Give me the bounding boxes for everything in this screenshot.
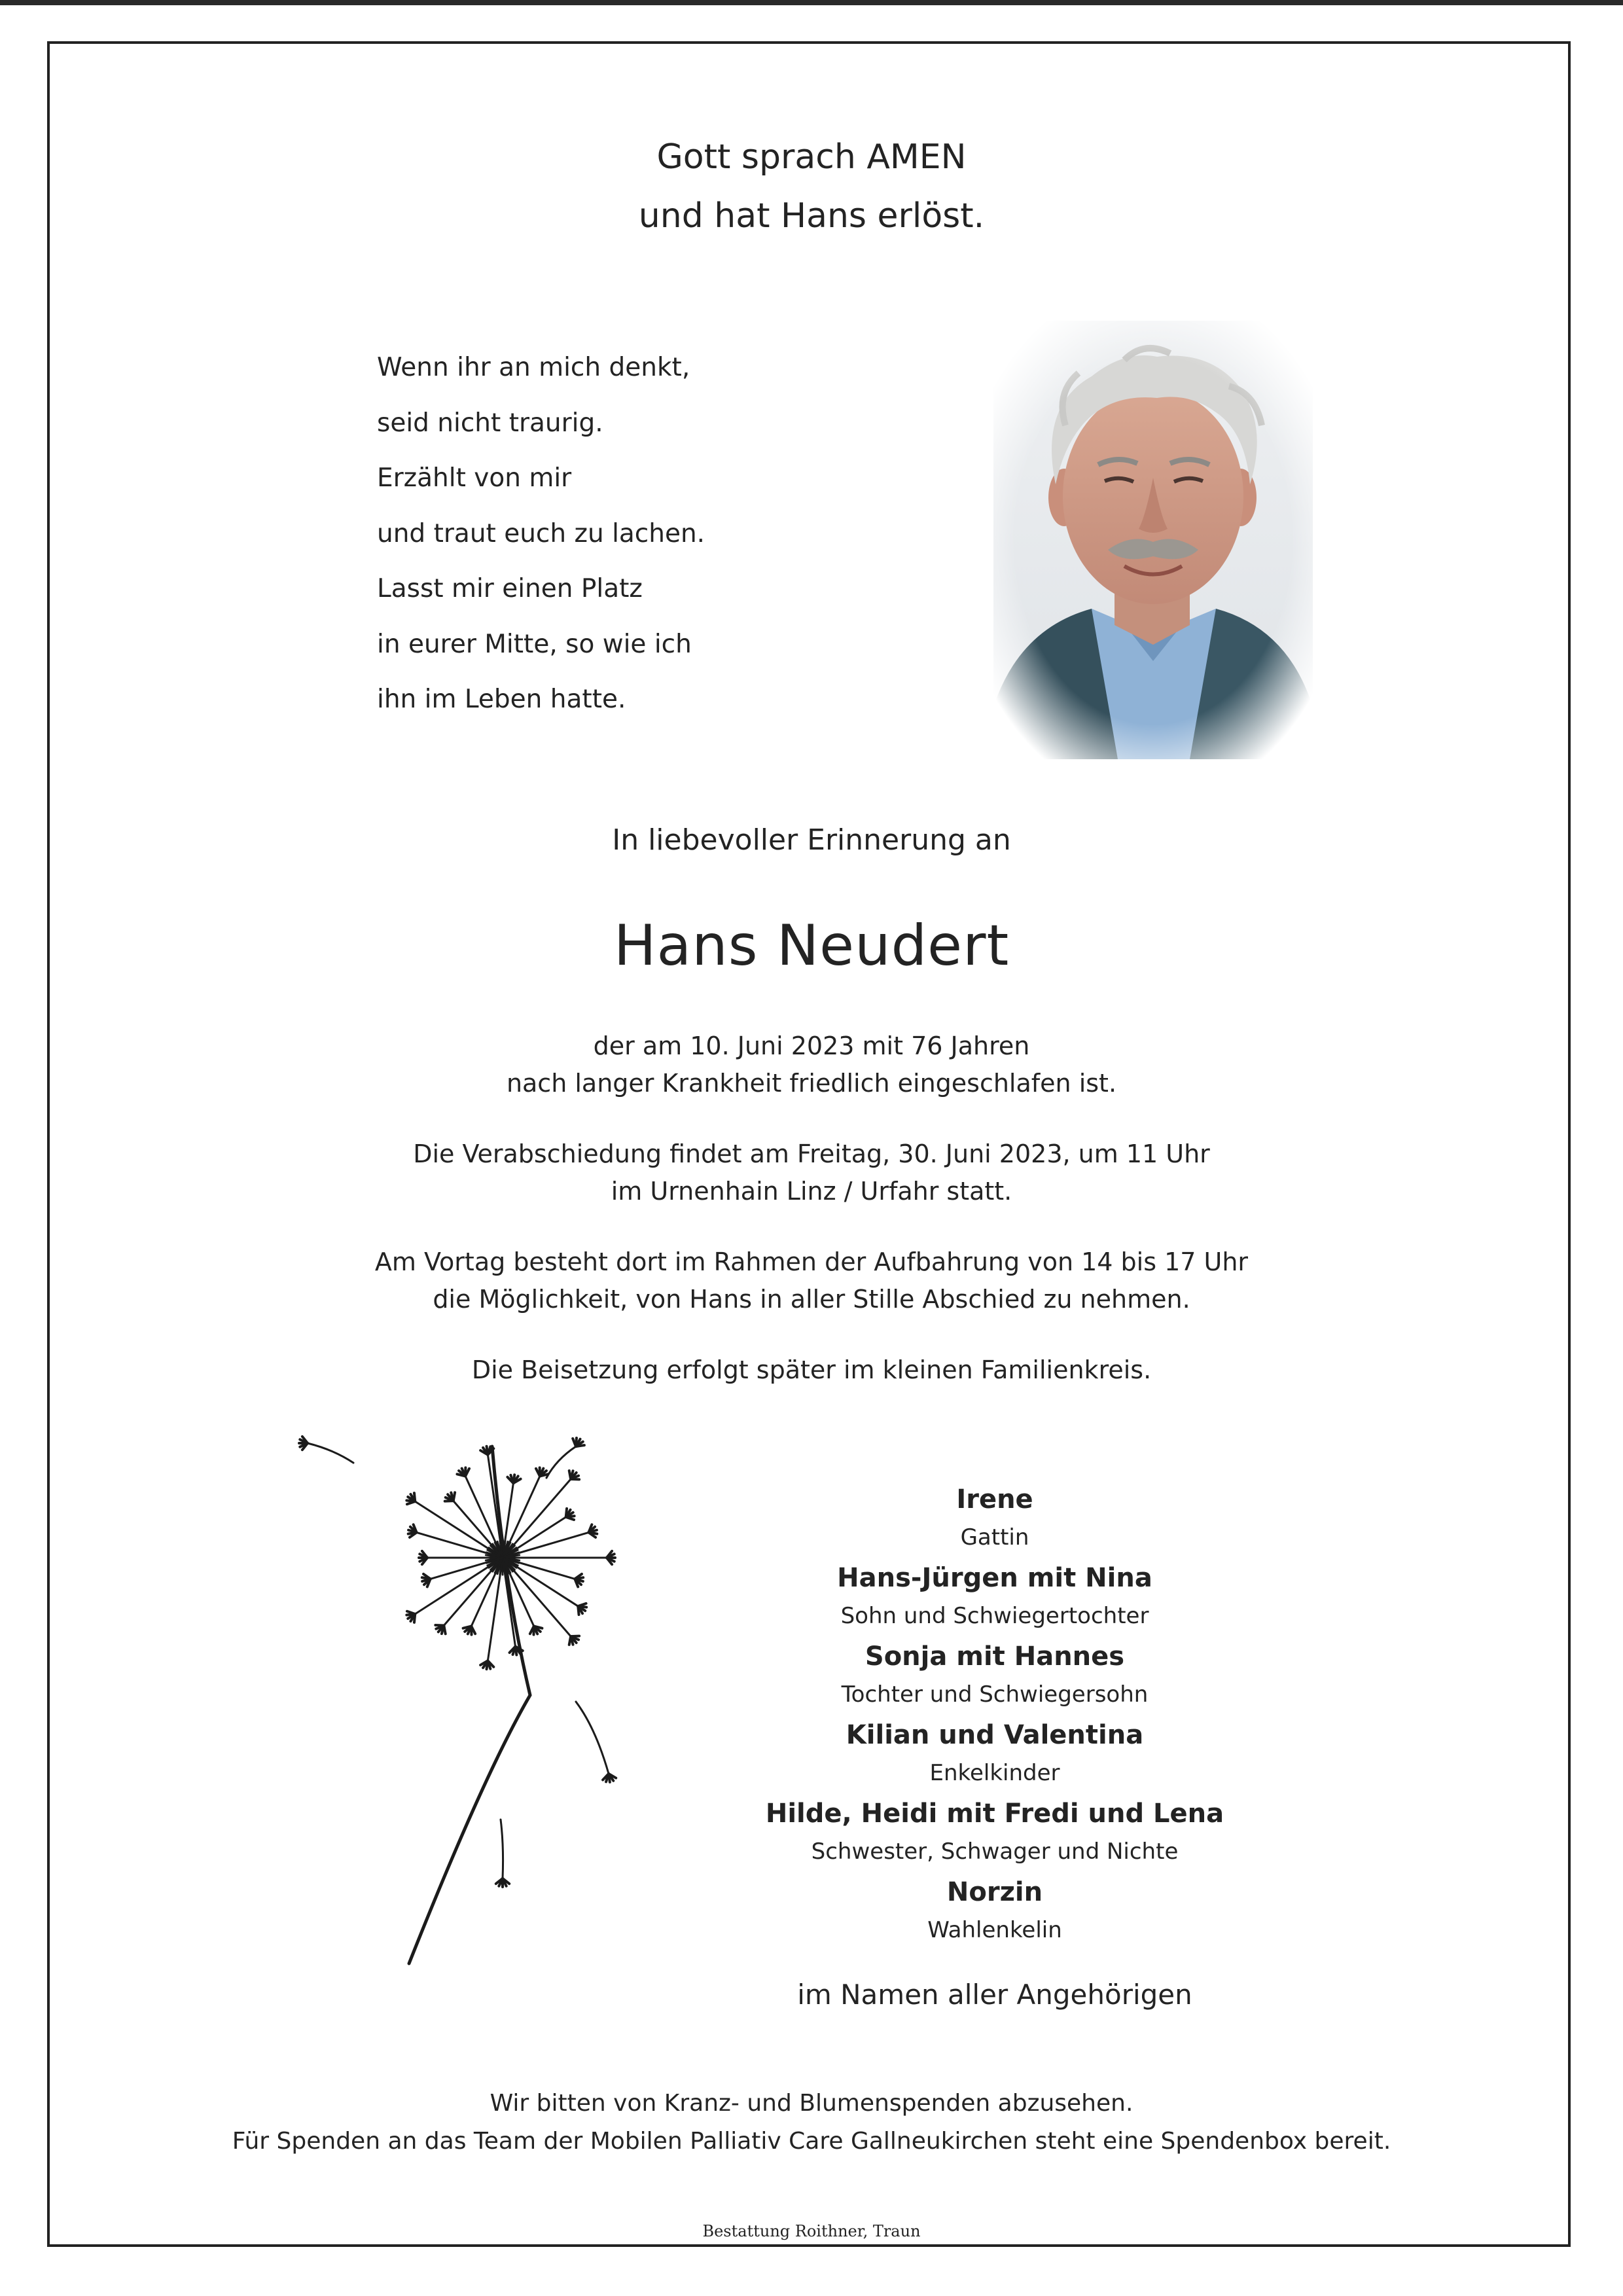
mourners-list xyxy=(733,1480,1257,2015)
portrait-photo xyxy=(993,321,1313,759)
mourner-entry xyxy=(733,1873,1257,1949)
footer-line-2: Für Spenden an das Team der Mobilen Palliativ Care Gallneukirchen steht eine Spendenbox bereit. xyxy=(232,2128,1391,2155)
info-paragraph-death xyxy=(0,1028,1623,1102)
mourner-relation: Sohn und Schwiegertochter xyxy=(840,1603,1149,1629)
footer-note xyxy=(0,2085,1623,2161)
mourner-name: Norzin xyxy=(946,1877,1043,1907)
funeral-home-credit: Bestattung Roithner, Traun xyxy=(702,2222,921,2240)
mourner-entry xyxy=(733,1795,1257,1871)
info-line: nach langer Krankheit friedlich eingeschlafen ist. xyxy=(506,1069,1117,1098)
info-line: die Möglichkeit, von Hans in aller Stille Abschied zu nehmen. xyxy=(433,1285,1190,1314)
poem-line: ihn im Leben hatte. xyxy=(377,685,626,714)
info-paragraph-viewing xyxy=(0,1244,1623,1318)
mourner-name: Irene xyxy=(956,1484,1033,1515)
poem-line: in eurer Mitte, so wie ich xyxy=(377,629,692,659)
portrait-photo-icon xyxy=(993,321,1313,759)
info-paragraph-burial xyxy=(0,1352,1623,1389)
info-line: Die Verabschiedung findet am Freitag, 30. Juni 2023, um 11 Uhr xyxy=(413,1139,1210,1168)
dandelion-icon xyxy=(288,1433,694,2022)
deceased-name: Hans Neudert xyxy=(613,913,1010,978)
poem xyxy=(377,340,705,728)
mourner-name: Hans-Jürgen mit Nina xyxy=(837,1563,1152,1593)
mourner-relation: Tochter und Schwiegersohn xyxy=(841,1681,1149,1708)
poem-line: Lasst mir einen Platz xyxy=(377,574,643,603)
info-line: Am Vortag besteht dort im Rahmen der Aufbahrung von 14 bis 17 Uhr xyxy=(374,1247,1249,1276)
poem-line: seid nicht traurig. xyxy=(377,408,603,438)
mourner-entry xyxy=(733,1559,1257,1635)
mourner-name: Hilde, Heidi mit Fredi und Lena xyxy=(765,1799,1224,1829)
poem-line: Erzählt von mir xyxy=(377,463,572,493)
mourner-name: Kilian und Valentina xyxy=(846,1720,1144,1750)
header-line-2: und hat Hans erlöst. xyxy=(638,196,985,236)
info-line: Die Beisetzung erfolgt später im kleinen Familienkreis. xyxy=(471,1355,1152,1384)
scan-top-edge xyxy=(0,0,1623,5)
closing-line: im Namen aller Angehörigen xyxy=(797,1979,1192,2011)
info-line: im Urnenhain Linz / Urfahr statt. xyxy=(611,1177,1012,1206)
funeral-info xyxy=(0,1028,1623,1389)
header-verse xyxy=(0,128,1623,245)
info-paragraph-farewell xyxy=(0,1136,1623,1210)
mourner-name: Sonja mit Hannes xyxy=(865,1641,1125,1672)
mourner-entry xyxy=(733,1716,1257,1792)
mourner-relation: Gattin xyxy=(960,1524,1029,1551)
footer-line-1: Wir bitten von Kranz- und Blumenspenden abzusehen. xyxy=(490,2090,1133,2117)
header-line-1: Gott sprach AMEN xyxy=(656,137,967,177)
mourner-relation: Enkelkinder xyxy=(929,1760,1060,1786)
mourner-relation: Wahlenkelin xyxy=(927,1917,1062,1943)
poem-line: und traut euch zu lachen. xyxy=(377,518,705,548)
mourner-entry xyxy=(733,1480,1257,1556)
mourner-relation: Schwester, Schwager und Nichte xyxy=(811,1839,1179,1865)
poem-line: Wenn ihr an mich denkt, xyxy=(377,353,690,382)
mourner-entry xyxy=(733,1638,1257,1713)
info-line: der am 10. Juni 2023 mit 76 Jahren xyxy=(593,1031,1030,1060)
memory-line: In liebevoller Erinnerung an xyxy=(612,823,1011,857)
